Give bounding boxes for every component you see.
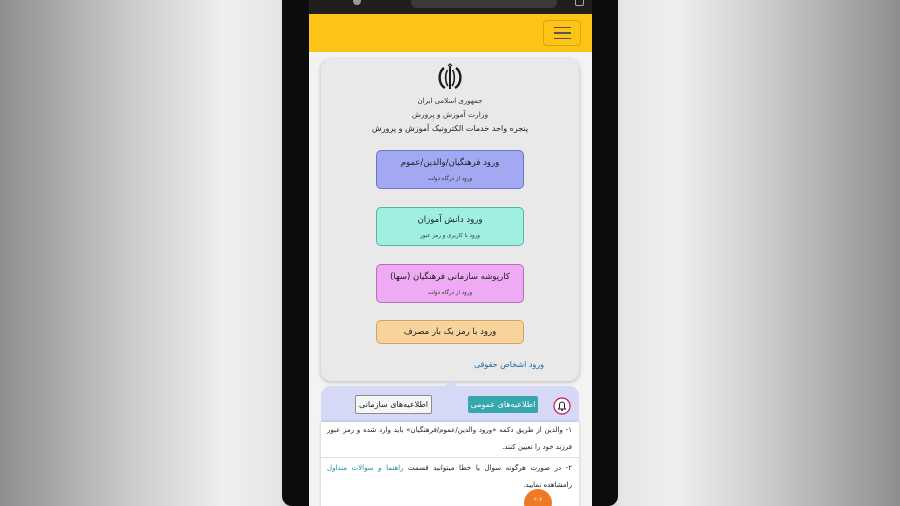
phone-screen (309, 0, 592, 506)
tabs-icon[interactable] (575, 0, 584, 6)
button-label: کارپوشه سازمانی فرهنگیان (سها) (390, 272, 510, 282)
button-label: ورود فرهنگیان/والدین/عموم (400, 158, 500, 168)
iran-emblem-icon (435, 63, 465, 93)
faq-guide-link[interactable]: راهنما و سوالات متداول (327, 464, 404, 472)
notice-text: رامشاهده نمایید. (523, 481, 572, 489)
legal-entities-login-link[interactable]: ورود اشخاص حقوقی (473, 360, 544, 369)
address-bar[interactable] (411, 0, 557, 8)
tab-organizational-notices[interactable]: اطلاعیه‌های سازمانی (355, 395, 432, 414)
bell-icon (553, 397, 571, 415)
ministry-name: وزارت آموزش و پرورش (411, 110, 489, 119)
menu-line-icon (554, 32, 571, 34)
login-otp-button[interactable] (376, 320, 524, 344)
notice-text: ۲- در صورت هرگونه سوال یا خطا میتوانید قسمت (403, 464, 572, 472)
menu-line-icon (554, 38, 571, 40)
login-teachers-parents-button[interactable] (376, 150, 524, 189)
browser-bar (309, 0, 592, 14)
portal-title: پنجره واحد خدمات الکترونیک آموزش و پرورش (371, 124, 529, 133)
button-sublabel: ورود از درگاه دولت (427, 176, 473, 182)
login-students-button[interactable] (376, 207, 524, 246)
section-notch (444, 380, 458, 387)
login-card (321, 59, 579, 381)
notices-section (321, 386, 579, 506)
button-sublabel: ورود از درگاه دولت (427, 290, 473, 296)
page-content (309, 52, 592, 506)
divider (321, 457, 579, 458)
gov-label: جمهوری اسلامی ایران (417, 97, 483, 105)
site-header (309, 14, 592, 52)
button-label: ورود با رمز یک بار مصرف (403, 327, 497, 337)
button-label: ورود دانش آموزان (417, 215, 483, 225)
button-sublabel: ورود با کاربری و رمز عبور (420, 233, 480, 239)
login-organization-folder-button[interactable] (376, 264, 524, 303)
browser-status-icon (353, 0, 361, 5)
tab-general-notices[interactable]: اطلاعیه‌های عمومی (468, 396, 538, 413)
notice-item: ۱- والدین از طریق دکمه «ورود والدین/عموم/فرهنگیان» باید وارد شده و رمز عبور فرزند خود را تعیین کنند. (327, 426, 572, 451)
menu-line-icon (554, 27, 571, 29)
hamburger-menu-button[interactable] (543, 20, 581, 46)
floating-action-button[interactable]: ۲۰۷ (524, 489, 552, 506)
